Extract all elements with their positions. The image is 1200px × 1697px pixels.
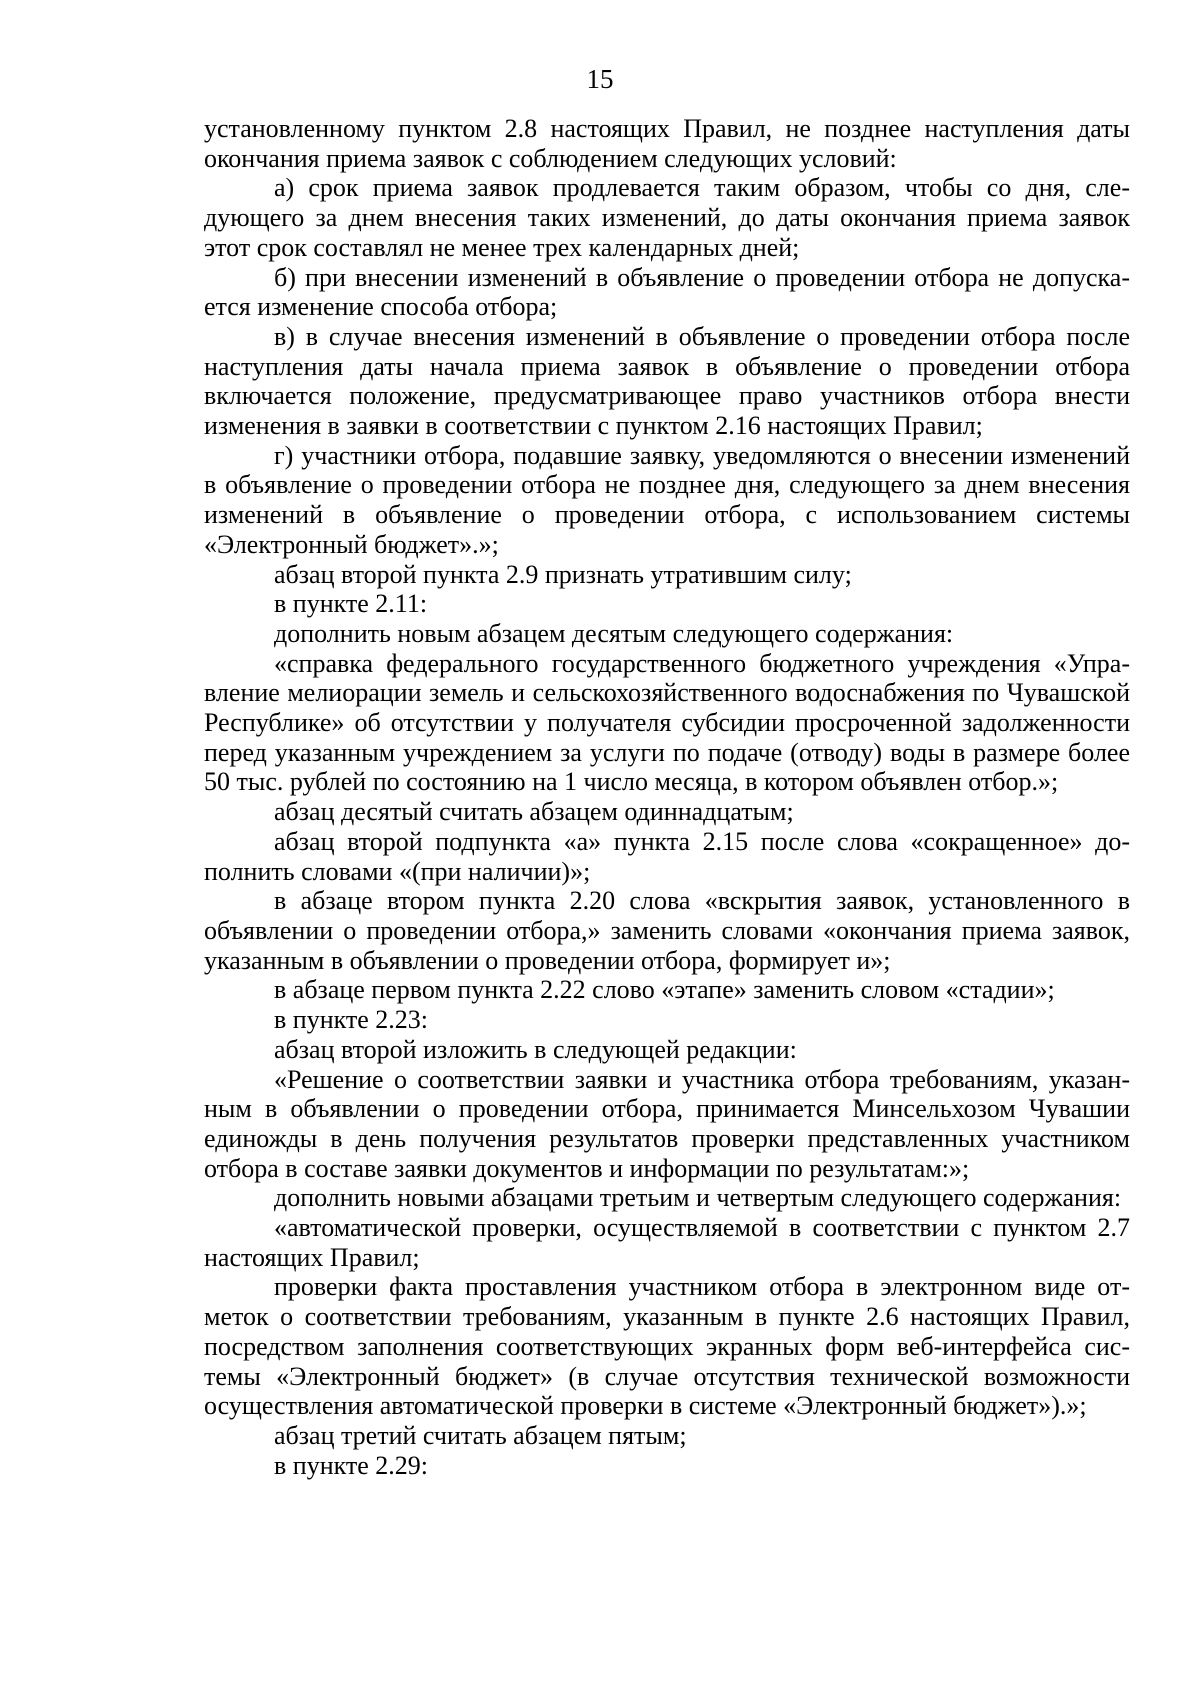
paragraph-2-23-text: «Решение о соответствии заявки и участника отбора требованиям, указанным в объявлении о проведении отбора, принимается Минсельхозом Чувашии единожды в день получения результатов проверки представленных участником отбора в составе заявки документов и информации по результатам:»;: [204, 1064, 1130, 1183]
paragraph-2-11-text: «справка федерального государственного бюджетного учреждения «Управление мелиорации земель и сельскохозяйственного водоснабжения по Чувашской Республике» об отсутствии у получателя субсидии просроченной задолженности перед указанным учреждением за услуги по подаче (отводу) воды в размере более 50 тыс. рублей по состоянию на 1 число месяца, в котором объявлен отбор.»;: [204, 648, 1130, 797]
paragraph-2-23-check-auto: «автоматической проверки, осуществляемой в соответствии с пунктом 2.7 настоящих Правил;: [204, 1213, 1130, 1272]
page-number: 15: [586, 64, 614, 94]
paragraph-2-11-heading: в пункте 2.11:: [274, 589, 428, 619]
paragraph-condition-v: в) в случае внесения изменений в объявление о проведении отбора после наступления даты начала приема заявок в объявление о проведении отбора включается положение, предусматривающее право участников отбора внести изменения в заявки в соответствии с пунктом 2.16 настоящих Правил;: [204, 321, 1130, 441]
paragraph-2-9: абзац второй пункта 2.9 признать утратившим силу;: [274, 559, 852, 589]
paragraph-2-23-second: абзац второй изложить в следующей редакции:: [274, 1034, 797, 1064]
paragraph-2-29-heading: в пункте 2.29:: [274, 1450, 429, 1480]
paragraph-condition-a: а) срок приема заявок продлевается таким образом, чтобы со дня, следующего за днем внесения таких изменений, до даты окончания приема заявок этот срок составлял не менее трех календарных дней;: [204, 173, 1130, 262]
paragraph-2-20: в абзаце втором пункта 2.20 слова «вскрытия заявок, установленного в объявлении о проведении отбора,» заменить словами «окончания приема заявок, указанным в объявлении о проведении отбора, формирует и»;: [204, 886, 1130, 975]
paragraph-continuation: установленному пунктом 2.8 настоящих Правил, не позднее наступления даты окончания приема заявок с соблюдением следующих условий:: [204, 114, 1130, 173]
document-body: [204, 114, 1130, 1480]
paragraph-2-15: абзац второй подпункта «а» пункта 2.15 после слова «сокращенное» дополнить словами «(при наличии)»;: [204, 826, 1130, 886]
paragraph-condition-b: б) при внесении изменений в объявление о проведении отбора не допускается изменение способа отбора;: [204, 262, 1130, 322]
paragraph-2-11-renumber: абзац десятый считать абзацем одиннадцатым;: [274, 797, 794, 827]
paragraph-2-23-add: дополнить новыми абзацами третьим и четвертым следующего содержания:: [274, 1183, 1122, 1213]
paragraph-2-22: в абзаце первом пункта 2.22 слово «этапе» заменить словом «стадии»;: [274, 975, 1055, 1005]
paragraph-2-23-check-marks: проверки факта проставления участником отбора в электронном виде отметок о соответствии требованиям, указанным в пункте 2.6 настоящих Правил, посредством заполнения соответствующих экранных форм веб-интерфейса системы «Электронный бюджет» (в случае отсутствия технической возможности осуществления автоматической проверки в системе «Электронный бюджет»).»;: [204, 1272, 1130, 1421]
paragraph-2-23-heading: в пункте 2.23:: [274, 1005, 429, 1035]
paragraph-condition-g: г) участники отбора, подавшие заявку, уведомляются о внесении изменений в объявление о проведении отбора не позднее дня, следующего за днем внесения изменений в объявление о проведении отбора, с использованием системы «Электронный бюджет».»;: [204, 440, 1130, 559]
paragraph-2-11-add: дополнить новым абзацем десятым следующего содержания:: [274, 618, 954, 648]
paragraph-2-23-renumber: абзац третий считать абзацем пятым;: [274, 1420, 687, 1450]
